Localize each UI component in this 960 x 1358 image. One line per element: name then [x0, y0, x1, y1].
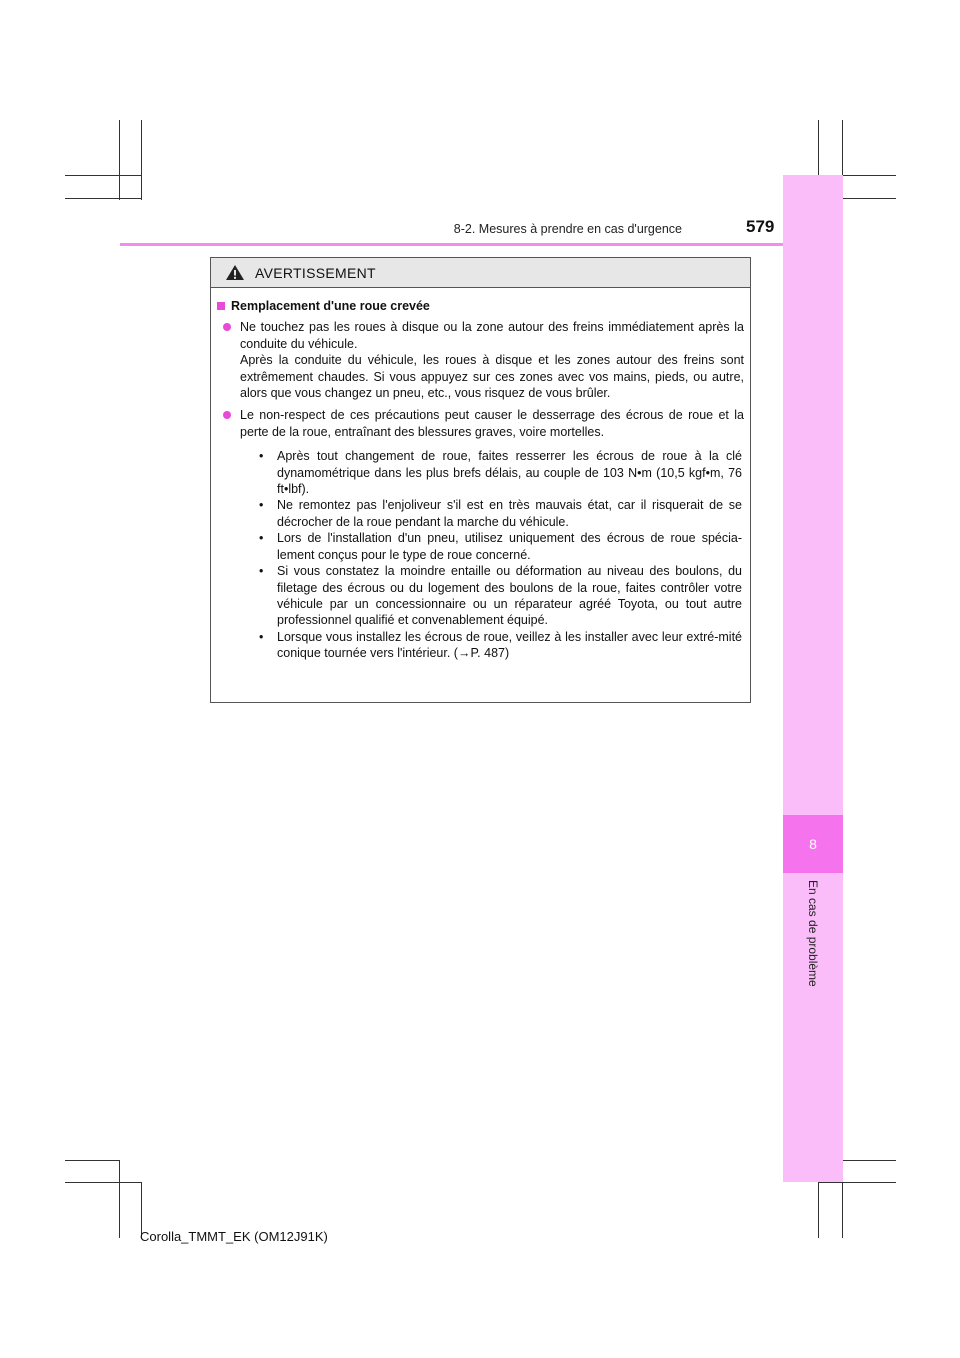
subsection-heading: [217, 298, 744, 314]
sub-item-text: Lors de l'installation d'un pneu, utilisez uniquement des écrous de roue spécia-lement conçus pour le type de roue concerné.: [277, 531, 742, 562]
crop-mark: [141, 120, 142, 200]
warning-triangle-icon: [225, 264, 245, 281]
crop-mark: [65, 1160, 119, 1161]
crop-mark: [119, 1160, 120, 1238]
warning-body: [211, 288, 750, 662]
sub-bullet-marker: •: [259, 531, 264, 546]
header-rule: [120, 243, 783, 246]
crop-mark: [65, 198, 141, 199]
bullet-text: [240, 407, 744, 661]
warning-header: [211, 258, 750, 288]
sub-list-item: [259, 530, 744, 563]
section-title: 8-2. Mesures à prendre en cas d'urgence: [453, 222, 682, 236]
sub-item-text: Lorsque vous installez les écrous de roue, veillez à les installer avec leur extré-mité conique tournée vers l'intérieur. (→P. 487): [277, 629, 742, 661]
list-item: [217, 319, 744, 401]
sub-list-item: [259, 497, 744, 530]
bullet-text-line: Ne touchez pas les roues à disque ou la zone autour des freins immédiatement après la conduite du véhicule.: [240, 320, 744, 351]
sub-list-item: [259, 448, 744, 497]
document-id: Corolla_TMMT_EK (OM12J91K): [140, 1229, 328, 1244]
sub-item-text: Après tout changement de roue, faites resserrer les écrous de roue à la clé dynamométrique dans les plus brefs délais, au couple de 103 N•m (10,5 kgf•m, 76 ft•lbf).: [277, 449, 742, 497]
chapter-label-text: En cas de problème: [806, 880, 820, 987]
crop-mark: [842, 198, 896, 199]
crop-mark: [818, 1182, 819, 1238]
sub-list: [259, 448, 744, 661]
sub-bullet-marker: •: [259, 449, 264, 464]
chapter-number: 8: [783, 815, 843, 873]
crop-mark: [818, 1182, 896, 1183]
bullet-text-continuation: Après la conduite du véhicule, les roues à disque et les zones autour des freins sont extrêmement chaudes. Si vous appuyez sur ces zones avec vos mains, pieds, ou autre, alors que vous changez un pneu, etc., vous risquez de vous brûler.: [240, 353, 744, 401]
chapter-side-tab: [783, 175, 843, 1182]
crop-mark: [119, 120, 120, 200]
circle-bullet-icon: [223, 411, 231, 419]
warning-box: [210, 257, 751, 703]
chapter-label: [783, 880, 843, 1000]
bullet-text-line: Le non-respect de ces précautions peut causer le desserrage des écrous de roue et la perte de la roue, entraînant des blessures graves, voire mortelles.: [240, 408, 744, 439]
crop-mark: [65, 1182, 141, 1183]
subsection-heading-text: Remplacement d'une roue crevée: [231, 299, 430, 313]
sub-list-item: [259, 563, 744, 629]
list-item: [217, 407, 744, 661]
sub-list-item: [259, 629, 744, 662]
warning-title: AVERTISSEMENT: [255, 264, 376, 281]
page-number: 579: [746, 217, 775, 236]
sub-bullet-marker: •: [259, 498, 264, 513]
sub-bullet-marker: •: [259, 629, 264, 644]
sub-bullet-marker: •: [259, 564, 264, 579]
sub-item-text: Si vous constatez la moindre entaille ou déformation au niveau des boulons, du filetage des écrous ou du logement des boulons de la roue, faites contrôler votre véhicule par un concessionnaire ou un réparateur agréé Toyota, ou tout autre professionnel qualifié et convenablement équipé.: [277, 564, 742, 628]
crop-mark: [65, 175, 141, 176]
bullet-text: [240, 319, 744, 401]
square-bullet-icon: [217, 302, 225, 310]
crop-mark: [842, 1160, 896, 1161]
circle-bullet-icon: [223, 323, 231, 331]
sub-item-text: Ne remontez pas l'enjoliveur s'il est en très mauvais état, car il risquerait de se décrocher de la roue pendant la marche du véhicule.: [277, 498, 742, 529]
